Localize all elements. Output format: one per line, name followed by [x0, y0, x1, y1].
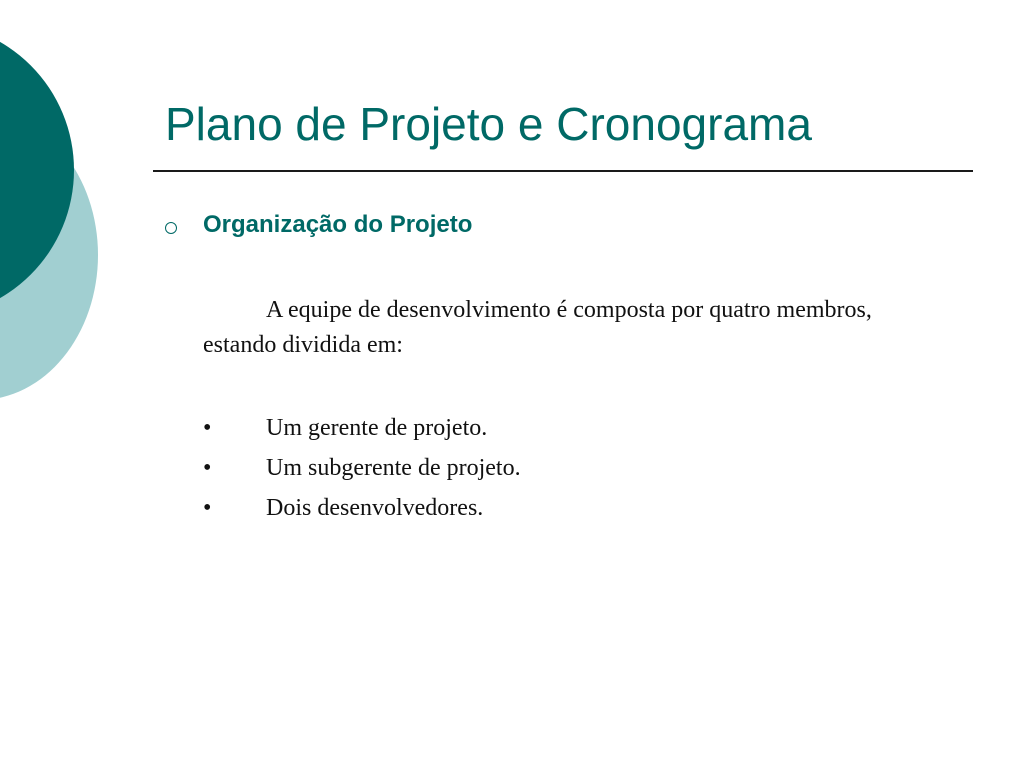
- list-item: [203, 488, 521, 528]
- bullet-dot-icon: •: [203, 455, 212, 481]
- bullet-dot-icon: •: [203, 415, 212, 441]
- hollow-circle-bullet-icon: [165, 222, 177, 234]
- section-heading: Organização do Projeto: [203, 211, 473, 238]
- list-item-text: Um subgerente de projeto.: [266, 455, 521, 481]
- list-item: [203, 408, 521, 448]
- title-divider: [153, 170, 973, 172]
- list-item-text: Um gerente de projeto.: [266, 415, 488, 441]
- member-list: [203, 408, 521, 528]
- bullet-dot-icon: •: [203, 495, 212, 521]
- slide-title: Plano de Projeto e Cronograma: [165, 98, 812, 150]
- list-item: [203, 448, 521, 488]
- list-item-text: Dois desenvolvedores.: [266, 495, 484, 521]
- body-paragraph: A equipe de desenvolvimento é composta por quatro membros, estando dividida em:: [203, 297, 872, 358]
